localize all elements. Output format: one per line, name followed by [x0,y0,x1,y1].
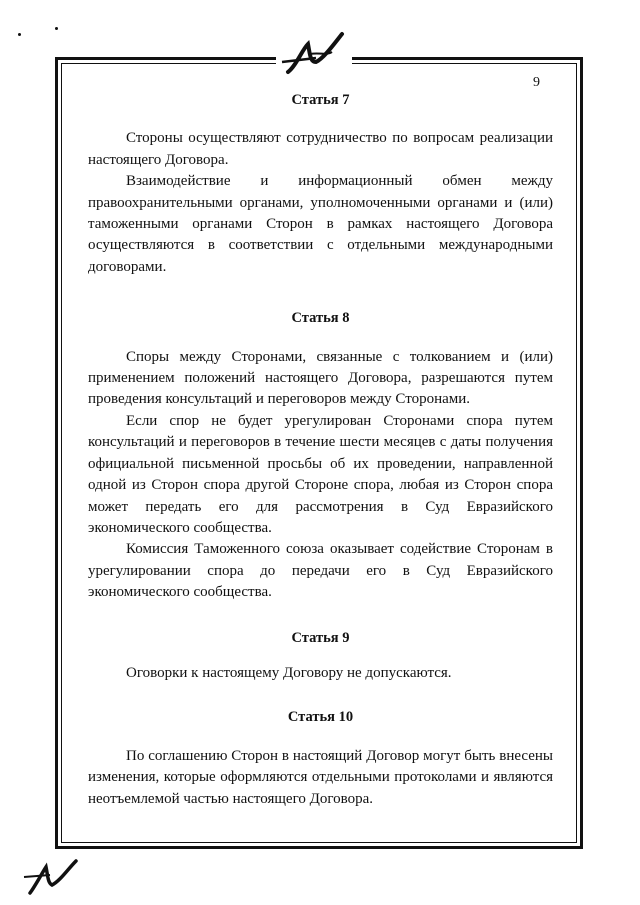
article-7-paragraph-2: Взаимодействие и информационный обмен между правоохранительными органами, уполномоченными органами и (или) таможенными органами Сторон в рамках настоящего Договора осуществляются в соответствии с отдельными международными договорами. [88,173,553,275]
signature-emblem-top [276,28,352,78]
article-8-paragraph-3: Комиссия Таможенного союза оказывает содействие Сторонам в урегулировании спора до передачи его в Суд Евразийского экономического сообщества. [88,541,553,601]
article-7-heading: Статья 7 [291,92,350,108]
article-8-paragraph-2: Если спор не будет урегулирован Сторонами спора путем консультаций и переговоров в течение шести месяцев с даты получения официальной письменной просьбы об их проведении, направленной одной из Сторон спора другой Стороне спора, любая из Сторон спора может передать его для рассмотрения в Суд Евразийского экономического сообщества. [88,412,553,536]
article-8-paragraph-1: Споры между Сторонами, связанные с толкованием и (или) применением положений настоящего Договора, разрешаются путем проведения консультаций и переговоров между Сторонами. [88,348,553,408]
document-body [88,90,553,810]
article-10-heading: Статья 10 [287,709,354,726]
scan-speck [55,27,58,30]
signature-emblem-bottom [20,855,84,899]
scan-speck [18,33,21,36]
page-number: 9 [533,75,540,90]
article-10-paragraph-1: По соглашению Сторон в настоящий Договор могут быть внесены изменения, которые оформляются отдельными протоколами и являются неотъемлемой частью настоящего Договора. [88,747,553,807]
article-8-heading: Статья 8 [291,310,350,327]
article-9-paragraph-1: Оговорки к настоящему Договору не допускаются. [126,664,452,681]
article-9-heading: Статья 9 [291,629,350,646]
article-7-paragraph-1: Стороны осуществляют сотрудничество по вопросам реализации настоящего Договора. [88,130,553,168]
